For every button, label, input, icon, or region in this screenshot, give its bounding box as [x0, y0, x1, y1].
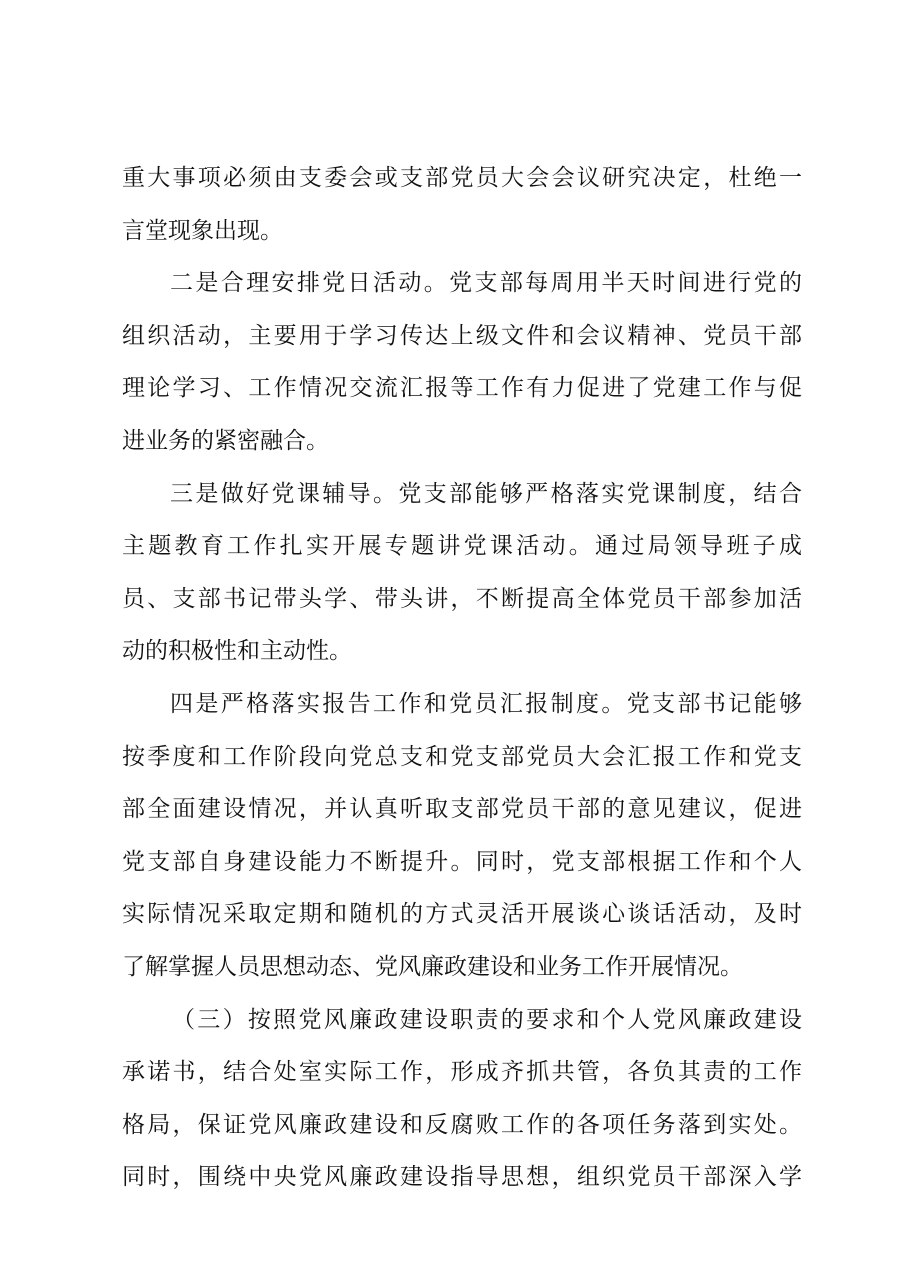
text-line: 员、支部书记带头学、带头讲，不断提高全体党员干部参加活: [122, 585, 802, 612]
text-line: 动的积极性和主动性。: [122, 638, 352, 665]
text-line: 三是做好党课辅导。党支部能够严格落实党课制度，结合: [170, 480, 802, 507]
text-line: 党支部自身建设能力不断提升。同时，党支部根据工作和个人: [122, 848, 802, 875]
text-line: 理论学习、工作情况交流汇报等工作有力促进了党建工作与促: [122, 375, 802, 402]
text-line: 二是合理安排党日活动。党支部每周用半天时间进行党的: [170, 270, 802, 297]
text-line: 重大事项必须由支委会或支部党员大会会议研究决定，杜绝一: [122, 165, 802, 191]
text-line: （三）按照党风廉政建设职责的要求和个人党风廉政建设: [172, 1006, 802, 1033]
text-line: 按季度和工作阶段向党总支和党支部党员大会汇报工作和党支: [122, 743, 802, 770]
text-line: 主题教育工作扎实开展专题讲党课活动。通过局领导班子成: [122, 533, 802, 560]
text-line: 组织活动，主要用于学习传达上级文件和会议精神、党员干部: [122, 322, 802, 349]
document-body: [122, 152, 802, 1204]
text-line: 格局，保证党风廉政建设和反腐败工作的各项任务落到实处。: [122, 1111, 802, 1138]
text-line: 实际情况采取定期和随机的方式灵活开展谈心谈话活动，及时: [122, 901, 802, 928]
text-line: 言堂现象出现。: [122, 217, 283, 244]
text-line: 承诺书，结合处室实际工作，形成齐抓共管，各负其责的工作: [122, 1059, 802, 1086]
text-line: 同时，围绕中央党风廉政建设指导思想，组织党员干部深入学: [122, 1164, 802, 1191]
text-line: 四是严格落实报告工作和党员汇报制度。党支部书记能够: [170, 690, 802, 717]
text-line: 部全面建设情况，并认真听取支部党员干部的意见建议，促进: [122, 796, 802, 823]
text-line: 进业务的紧密融合。: [122, 427, 329, 454]
text-line: 了解掌握人员思想动态、党风廉政建设和业务工作开展情况。: [122, 953, 743, 980]
